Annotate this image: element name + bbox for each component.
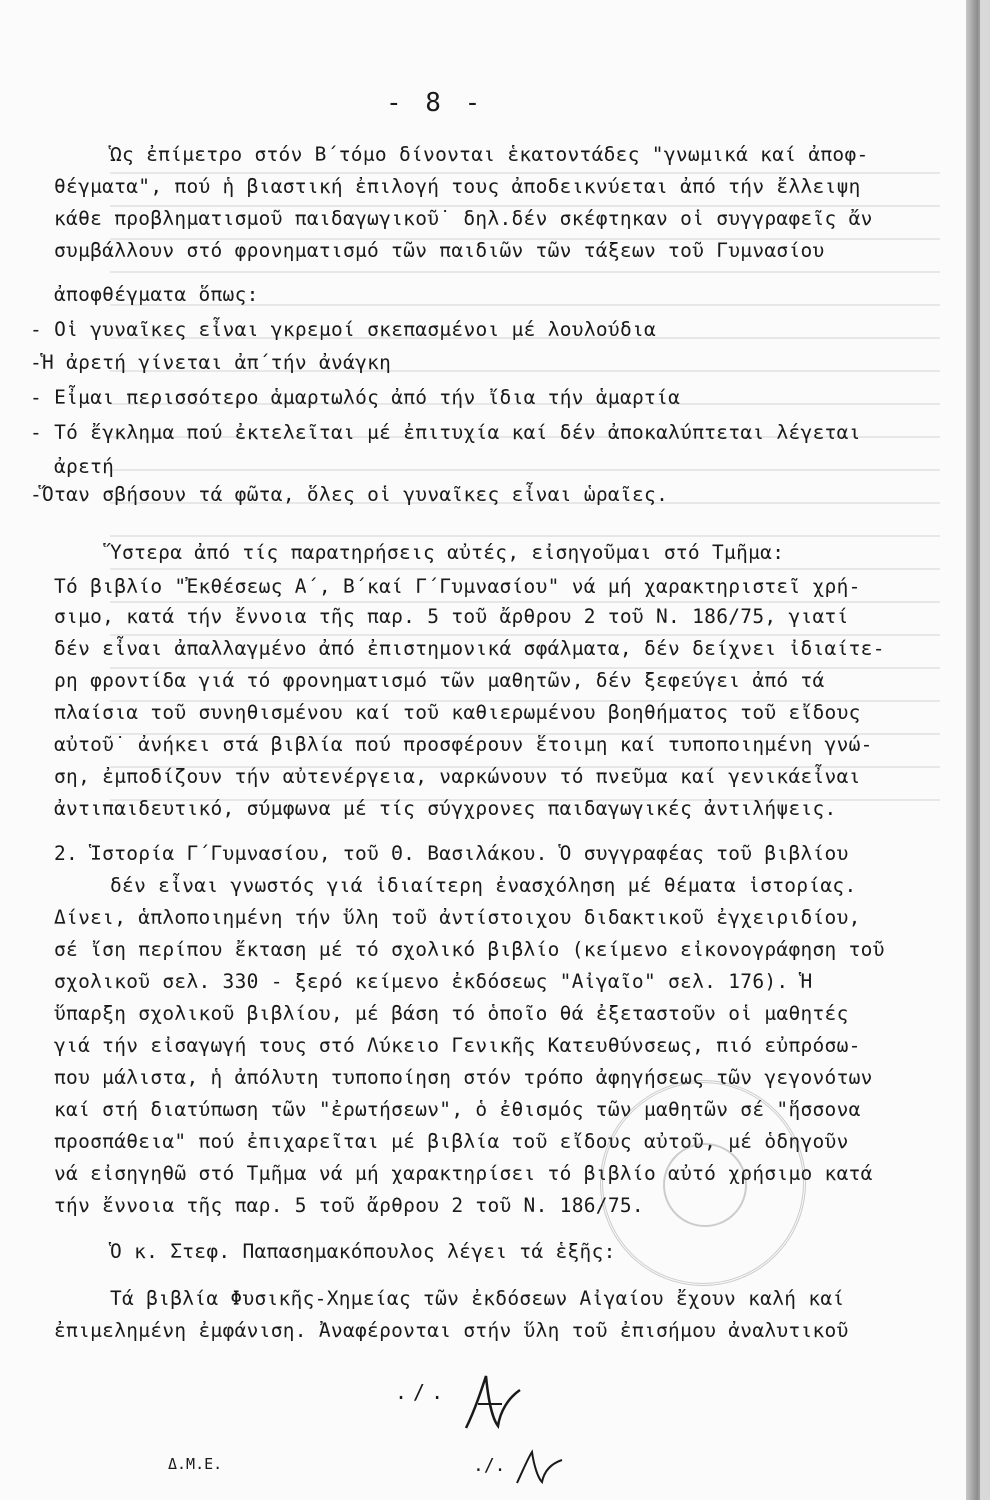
text-line: ἐπιμελημένη ἐμφάνιση. Ἀναφέρονται στήν ὕλη τοῦ ἐπισήμου ἀναλυτικοῦ (54, 1319, 849, 1342)
text-line: προσπάθεια" πού ἐπιχαρεῖται μέ βιβλία τοῦ εἴδους αὐτοῦ, μέ ὁδηγοῦν (54, 1130, 849, 1153)
text-line: τήν ἔννοια τῆς παρ. 5 τοῦ ἄρθρου 2 τοῦ Ν. 186/75. (54, 1194, 644, 1217)
text-line: σχολικοῦ σελ. 330 - ξερό κείμενο ἐκδόσεως "Αἰγαῖο" σελ. 176). Ἡ (54, 970, 813, 993)
text-line: γιά τήν εἰσαγωγή τους στό Λύκειο Γενικῆς Κατευθύνσεως, πιό εὐπρόσω- (54, 1034, 861, 1057)
text-line: δέν εἶναι γνωστός γιά ἰδιαίτερη ἐνασχόληση μέ θέματα ἱστορίας. (110, 874, 857, 897)
text-line: αὐτοῦ˙ ἀνήκει στά βιβλία πού προσφέρουν ἕτοιμη καί τυποποιημένη γνώ- (54, 733, 873, 756)
quote-line: - Οἱ γυναῖκες εἶναι γκρεμοί σκεπασμένοι μέ λουλούδια (30, 318, 657, 341)
page-edge-shadow (966, 0, 978, 1500)
text-line: Τά βιβλία Φυσικῆς-Χημείας τῶν ἐκδόσεων Αἰγαίου ἔχουν καλή καί (110, 1287, 845, 1310)
continuation-mark: ./. (395, 1380, 450, 1404)
text-line: συμβάλλουν στό φρονηματισμό τῶν παιδιῶν τῶν τάξεων τοῦ Γυμνασίου (54, 239, 825, 262)
text-line: ρη φροντίδα γιά τό φρονηματισμό τῶν μαθητῶν, δέν ξεφεύγει ἀπό τά (54, 669, 825, 692)
quote-line: - Τό ἔγκλημα πού ἐκτελεῖται μέ ἐπιτυχία καί δέν ἀποκαλύπτεται λέγεται (30, 421, 861, 444)
text-line: Ὕστερα ἀπό τίς παρατηρήσεις αὐτές, εἰσηγοῦμαι στό Τμῆμα: (110, 541, 785, 564)
text-line: Ὁ κ. Στεφ. Παπασημακόπουλος λέγει τά ἑξῆς: (110, 1240, 616, 1263)
page-number: - 8 - (386, 88, 485, 118)
text-line: πλαίσια τοῦ συνηθισμένου καί τοῦ καθιερωμένου βοηθήματος τοῦ εἴδους (54, 701, 861, 724)
text-line: Δίνει, ἁπλοποιημένη τήν ὕλη τοῦ ἀντίστοιχου διδακτικοῦ ἐγχειριδίου, (54, 906, 861, 929)
text-line: ὕπαρξη σχολικοῦ βιβλίου, μέ βάση τό ὁποῖο θά ἐξεταστοῦν οἱ μαθητές (54, 1002, 849, 1025)
text-line: σέ ἴση περίπου ἔκταση μέ τό σχολικό βιβλίο (κείμενο εἰκονογράφηση τοῦ (54, 938, 885, 961)
text-line: νά εἰσηγηθῶ στό Τμῆμα νά μή χαρακτηρίσει τό βιβλίο αὐτό χρήσιμο κατά (54, 1162, 873, 1185)
text-line: ἀποφθέγματα ὅπως: (54, 283, 259, 306)
text-line: σιμο, κατά τήν ἔννοια τῆς παρ. 5 τοῦ ἄρθρου 2 τοῦ Ν. 186/75, γιατί (54, 605, 849, 628)
text-line: κάθε προβληματισμοῦ παιδαγωγικοῦ˙ δηλ.δέν σκέφτηκαν οἱ συγγραφεῖς ἄν (54, 207, 873, 230)
text-line: δέν εἶναι ἀπαλλαγμένο ἀπό ἐπιστημονικά σφάλματα, δέν δείχνει ἰδιαίτε- (54, 637, 885, 660)
footer-signature-initials (512, 1448, 572, 1488)
text-line: ση, ἐμποδίζουν τήν αὐτενέργεια, ναρκώνουν τό πνεῦμα καί γενικάεἶναι (54, 765, 861, 788)
text-line: που μάλιστα, ἡ ἀπόλυτη τυποποίηση στόν τρόπο ἀφηγήσεως τῶν γεγονότων (54, 1066, 873, 1089)
quote-line: -Ἡ ἀρετή γίνεται ἀπ΄τήν ἀνάγκη (30, 351, 392, 374)
text-line: θέγματα", πού ἡ βιαστική ἐπιλογή τους ἀποδεικνύεται ἀπό τήν ἔλλειψη (54, 175, 861, 198)
text-line: Ὡς ἐπίμετρο στόν Β΄τόμο δίνονται ἑκατοντάδες "γνωμικά καί ἀποφ- (110, 143, 869, 166)
quote-line: ἀρετή (54, 455, 115, 478)
footer-continuation-mark: ./. (473, 1455, 506, 1476)
footer-abbreviation: Δ.Μ.Ε. (168, 1455, 223, 1473)
text-line: Τό βιβλίο "Ἐκθέσεως Α΄, Β΄καί Γ΄Γυμνασίου" νά μή χαρακτηριστεῖ χρή- (54, 575, 861, 598)
signature-initials (458, 1368, 528, 1438)
section-heading-line: 2. Ἱστορία Γ΄Γυμνασίου, τοῦ Θ. Βασιλάκου. Ὁ συγγραφέας τοῦ βιβλίου (54, 842, 849, 865)
text-line: καί στή διατύπωση τῶν "ἐρωτήσεων", ὁ ἐθισμός τῶν μαθητῶν σέ "ἥσσονα (54, 1098, 861, 1121)
text-line: ἀντιπαιδευτικό, σύμφωνα μέ τίς σύγχρονες παιδαγωγικές ἀντιλήψεις. (54, 797, 837, 820)
quote-line: -Ὅταν σβήσουν τά φῶτα, ὅλες οἱ γυναῖκες εἶναι ὡραῖες. (30, 483, 669, 506)
quote-line: - Εἶμαι περισσότερο ἁμαρτωλός ἀπό τήν ἴδια τήν ἁμαρτία (30, 386, 681, 409)
official-stamp (600, 1080, 806, 1286)
